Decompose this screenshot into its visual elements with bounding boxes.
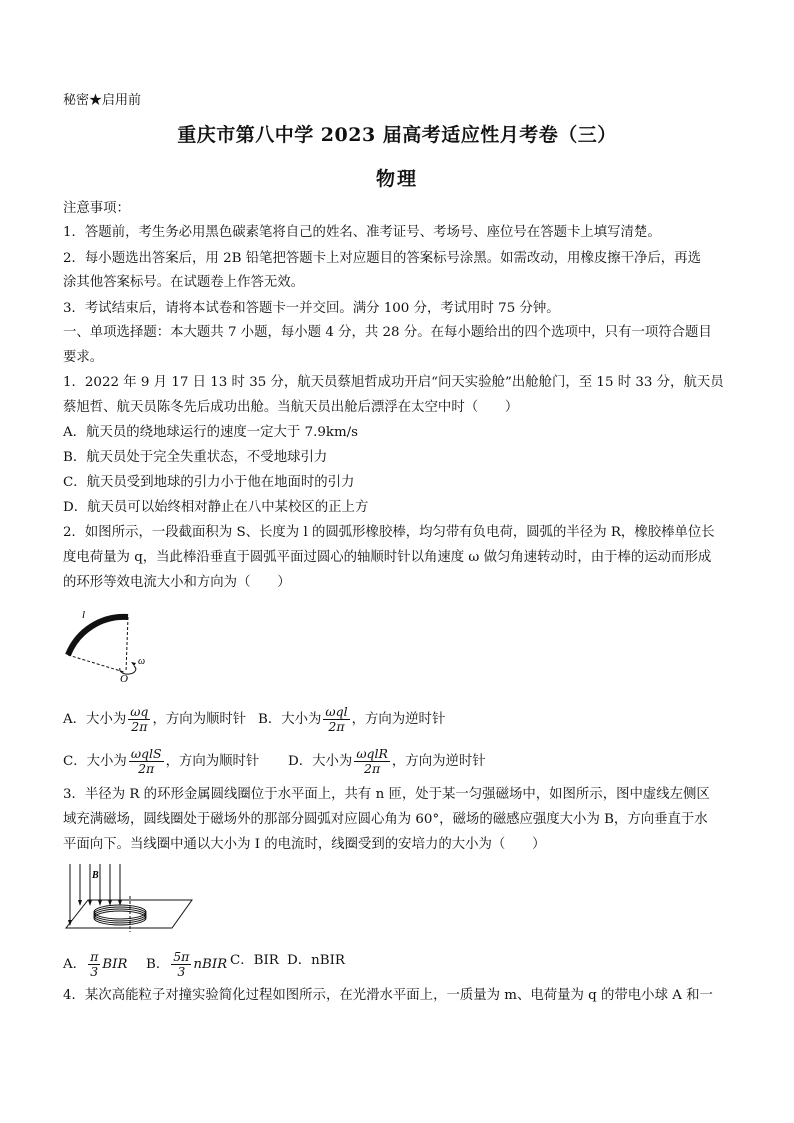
fraction (129, 747, 164, 776)
rubber-arc (68, 617, 128, 655)
option-text: D．大小为 (288, 754, 353, 769)
exam-title: 重庆市第八中学 2023 届高考适应性月考卷（三） (177, 124, 617, 146)
denominator: 2π (138, 761, 155, 776)
q2-stem-line-2: 度电荷量为 q，当此棒沿垂直于圆弧平面过圆心的轴顺时针以角速度 ω 做匀角速转动时，由于棒的运动而形成 (63, 550, 712, 565)
q3-stem-line-1: 3．半径为 R 的环形金属圆线圈位于水平面上，共有 n 匝，处于某一匀强磁场中，如图所示，图中虚线左侧区 (63, 787, 710, 802)
radius-dash-line (126, 617, 128, 672)
option-text: ，方向为顺时针 (165, 754, 260, 769)
fraction (128, 705, 150, 734)
fraction (354, 747, 390, 776)
q4-stem-line-1: 4．某次高能粒子对撞实验简化过程如图所示，在光滑水平面上，一质量为 m、电荷量为 q 的带电小球 A 和一 (63, 988, 713, 1003)
q1-option-d: D．航天员可以始终相对静止在八中某校区的正上方 (63, 500, 369, 515)
horizontal-plane (66, 900, 192, 928)
label-b: B (92, 870, 99, 881)
numerator: 5π (173, 949, 190, 964)
q3-stem-line-2: 域充满磁场，圆线圈处于磁场外的那部分圆弧对应圆心角为 60°，磁场的磁感应强度大小为 B，方向垂直于水 (63, 812, 708, 827)
q1-option-c: C．航天员受到地球的引力小于他在地面时的引力 (63, 475, 355, 490)
section-1-line-2: 要求。 (63, 350, 104, 365)
option-text: B． (146, 957, 170, 972)
denominator: 2π (364, 761, 381, 776)
fraction (323, 705, 349, 734)
option-text: A．大小为 (63, 712, 127, 727)
label-l: l (82, 609, 86, 621)
option-text: ，方向为逆时针 (351, 712, 446, 727)
section-1-line-1: 一、单项选择题：本大题共 7 小题，每小题 4 分，共 28 分。在每小题给出的四个选项中，只有一项符合题目 (63, 325, 712, 340)
q1-option-a: A．航天员的绕地球运行的速度一定大于 7.9km/s (63, 425, 359, 440)
rotation-arrowhead (131, 662, 136, 666)
note-2-line-1: 2．每小题选出答案后，用 2B 铅笔把答题卡上对应题目的答案标号涂黑。如需改动，用橡皮擦干净后，再选 (63, 251, 701, 266)
q2-stem-line-1: 2．如图所示，一段截面积为 S、长度为 l 的圆弧形橡胶棒，均匀带有负电荷，圆弧的半径为 R，橡胶棒单位长 (63, 525, 715, 540)
q2-option-d (288, 747, 486, 776)
note-3: 3．考试结束后，请将本试卷和答题卡一并交回。满分 100 分，考试用时 75 分钟。 (63, 301, 560, 316)
q3-option-d: D．nBIR (287, 953, 345, 968)
option-text: B．大小为 (258, 712, 322, 727)
q1-stem-line-2: 蔡旭哲、航天员陈冬先后成功出舱。当航天员出舱后漂浮在太空中时（ ） (63, 400, 519, 415)
numerator: ωqlR (356, 746, 388, 761)
q3-option-a (63, 950, 128, 979)
denominator: 2π (131, 719, 148, 734)
fraction (171, 950, 191, 979)
numerator: π (90, 949, 99, 964)
q2-option-a (63, 705, 246, 734)
coil-loops (94, 905, 146, 925)
q3-coil-figure (62, 862, 194, 934)
radius-dash-line (68, 655, 124, 672)
q2-arc-figure (62, 606, 162, 686)
numerator: ωqlS (130, 746, 162, 761)
label-omega: ω (138, 656, 146, 667)
option-text: ，方向为顺时针 (152, 712, 247, 727)
q1-option-b: B．航天员处于完全失重状态，不受地球引力 (63, 450, 328, 465)
q2-option-b (258, 705, 445, 734)
field-arrowheads (68, 900, 122, 926)
numerator: ωq (130, 704, 149, 719)
q3-option-b (146, 950, 227, 979)
q2-option-c (63, 747, 259, 776)
option-text: BIR (102, 957, 128, 972)
option-text: ，方向为逆时针 (391, 754, 486, 769)
denominator: 3 (90, 964, 99, 979)
notes-heading: 注意事项： (63, 201, 130, 216)
note-1: 1．答题前，考生务必用黑色碳素笔将自己的姓名、准考证号、考场号、座位号在答题卡上填写清楚。 (63, 225, 661, 240)
denominator: 3 (177, 964, 186, 979)
q3-option-c: C．BIR (230, 953, 279, 968)
label-o: O (120, 673, 128, 685)
q1-stem-line-1: 1．2022 年 9 月 17 日 13 时 35 分，航天员蔡旭哲成功开启“问天实验舱”出舱舱门，至 15 时 33 分，航天员 (63, 375, 724, 390)
denominator: 2π (328, 719, 345, 734)
q2-stem-line-3: 的环形等效电流大小和方向为（ ） (63, 575, 291, 590)
option-text: nBIR (193, 957, 228, 972)
option-text: C．大小为 (63, 754, 127, 769)
secret-label: 秘密★启用前 (63, 93, 142, 108)
subject-title: 物理 (375, 168, 418, 190)
option-text: A． (63, 957, 87, 972)
numerator: ωql (325, 704, 348, 719)
fraction (88, 950, 100, 979)
q3-stem-line-3: 平面向下。当线圈中通以大小为 I 的电流时，线圈受到的安培力的大小为（ ） (63, 837, 546, 852)
note-2-line-2: 涂其他答案标号。在试题卷上作答无效。 (63, 275, 305, 290)
